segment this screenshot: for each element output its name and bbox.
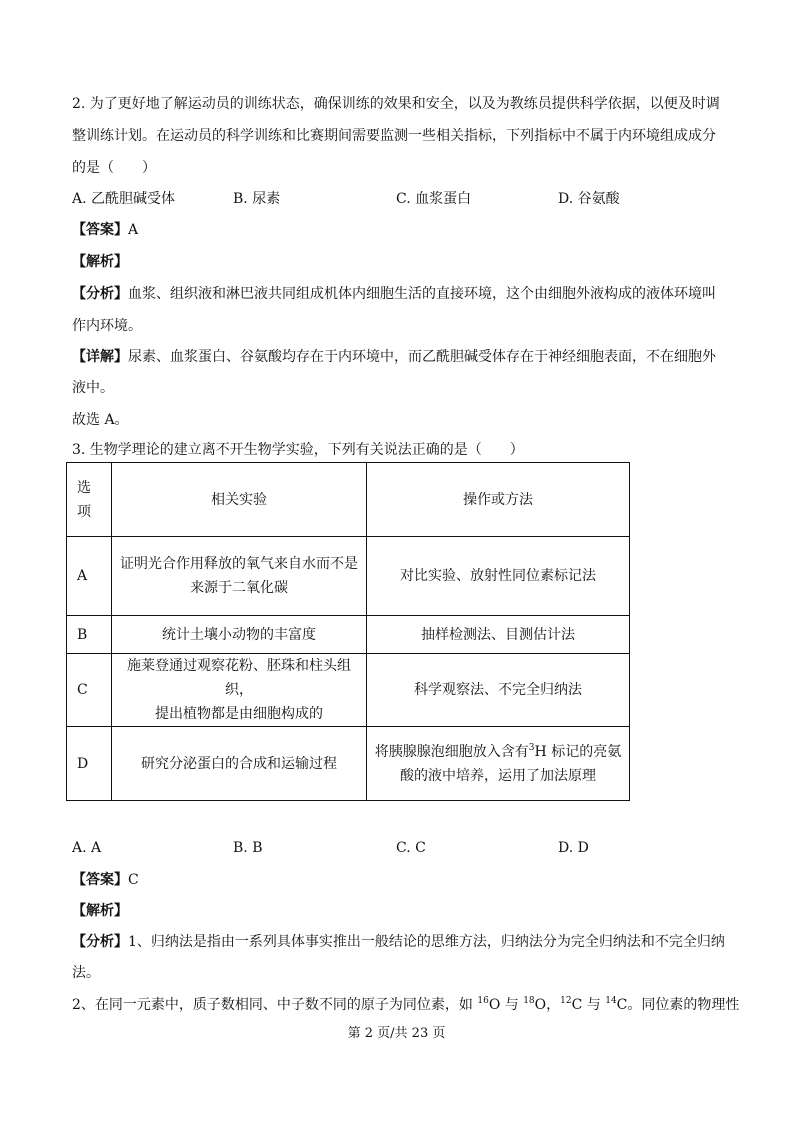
table-row [67, 537, 630, 616]
q3-stem: 3. 生物学理论的建立离不开生物学实验，下列有关说法正确的是（ ） [72, 442, 524, 458]
q3-jiexi-tag: 【解析】 [72, 903, 128, 919]
q2-option-c: C. 血浆蛋白 [396, 191, 472, 207]
q2-xiangjie-line-2: 液中。 [72, 380, 114, 396]
q2-option-a: A. 乙酰胆碱受体 [72, 191, 176, 207]
page-footer: 第 2 页/共 23 页 [347, 1026, 446, 1041]
answer-tag: 【答案】 [72, 872, 128, 888]
q3-fenxi-line-1 [72, 932, 725, 952]
fenxi-tag: 【分析】 [72, 286, 128, 302]
q3-answer [72, 870, 139, 890]
fenxi-text: 1、归纳法是指由一系列具体事实推出一般结论的思维方法，归纳法分为完全归纳法和不完全归纳 [128, 934, 725, 950]
row-experiment: 研究分泌蛋白的合成和运输过程 [112, 727, 367, 801]
q3-point-2: 2、在同一元素中，质子数相同、中子数不同的原子为同位素，如 $^{16}$O 与 $^{18}$O，$^{12}$C 与 $^{14}$C。同位素的物理性 [72, 996, 740, 1013]
row-option: A [67, 537, 112, 616]
xiangjie-tag: 【详解】 [72, 349, 128, 365]
row-option: B [67, 616, 112, 654]
table-row [67, 727, 630, 801]
q3-option-d: D. D [558, 840, 589, 856]
q2-stem-line-3: 的是（ ） [72, 160, 156, 176]
table-row [67, 616, 630, 654]
q3-option-c: C. C [396, 840, 426, 856]
row-experiment: 施莱登通过观察花粉、胚珠和柱头组织， 提出植物都是由细胞构成的 [112, 654, 367, 727]
fenxi-tag: 【分析】 [72, 934, 128, 950]
table-row [67, 654, 630, 727]
header-experiment-cell: 相关实验 [112, 463, 367, 537]
header-method-cell: 操作或方法 [367, 463, 630, 537]
q3-option-b: B. B [233, 840, 263, 856]
table-header-row [67, 463, 630, 537]
experiment-table [66, 462, 630, 801]
row-experiment: 证明光合作用释放的氧气来自水而不是 来源于二氧化碳 [112, 537, 367, 616]
answer-value: A [128, 222, 139, 238]
row-option: D [67, 727, 112, 801]
answer-value: C [128, 872, 139, 888]
q2-option-b: B. 尿素 [233, 191, 281, 207]
q3-fenxi-line-2: 法。 [72, 965, 100, 981]
row-method: 抽样检测法、目测估计法 [367, 616, 630, 654]
fenxi-text: 血浆、组织液和淋巴液共同组成机体内细胞生活的直接环境，这个由细胞外液构成的液体环境叫 [128, 286, 716, 302]
q2-stem-line-2: 整训练计划。在运动员的科学训练和比赛期间需要监测一些相关指标，下列指标中不属于内环境组成成分 [72, 128, 716, 144]
q2-fenxi-line-1 [72, 284, 716, 304]
q2-conclusion: 故选 A。 [72, 412, 129, 428]
q2-fenxi-line-2: 作内环境。 [72, 318, 142, 334]
q2-stem-line-1: 2. 为了更好地了解运动员的训练状态，确保训练的效果和安全，以及为教练员提供科学依据，以便及时调 [72, 96, 720, 112]
q2-option-d: D. 谷氨酸 [558, 191, 620, 207]
answer-tag: 【答案】 [72, 222, 128, 238]
q2-jiexi-tag: 【解析】 [72, 254, 128, 270]
q2-xiangjie-line-1 [72, 347, 716, 367]
q3-option-a: A. A [72, 840, 102, 856]
row-method: 对比实验、放射性同位素标记法 [367, 537, 630, 616]
xiangjie-text: 尿素、血浆蛋白、谷氨酸均存在于内环境中，而乙酰胆碱受体存在于神经细胞表面，不在细胞外 [128, 349, 716, 365]
row-option: C [67, 654, 112, 727]
row-experiment: 统计土壤小动物的丰富度 [112, 616, 367, 654]
q2-answer [72, 220, 138, 240]
row-method: 将胰腺腺泡细胞放入含有$^3$H 标记的亮氨 酸的液中培养，运用了加法原理 [367, 727, 630, 801]
header-option-cell: 选 项 [67, 463, 112, 537]
row-method: 科学观察法、不完全归纳法 [367, 654, 630, 727]
